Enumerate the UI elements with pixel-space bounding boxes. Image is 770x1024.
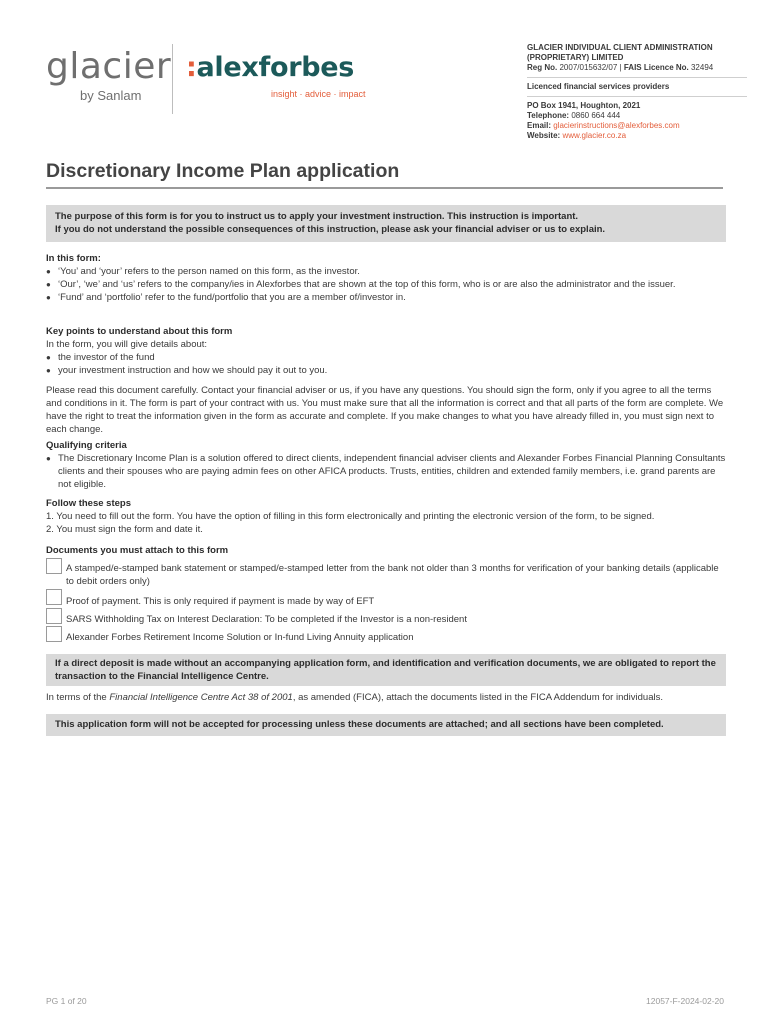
page-title: Discretionary Income Plan application (46, 160, 400, 182)
purpose-notice-line-1: The purpose of this form is for you to instruct us to apply your investment instruction. This instruction is important. (55, 211, 579, 222)
licensed-providers: Licenced financial services providers (527, 82, 670, 91)
bank-statement-checkbox[interactable] (46, 558, 62, 574)
documents-heading (46, 544, 726, 557)
po-box: PO Box 1941, Houghton, 2021 (527, 101, 641, 110)
purpose-notice-line-2: If you do not understand the possible consequences of this instruction, please ask your financial adviser or us to explain. (55, 224, 606, 235)
annuity-application-checkbox[interactable] (46, 626, 62, 642)
in-this-form-section (46, 252, 726, 304)
direct-deposit-notice: If a direct deposit is made without an accompanying application form, and identification and verification documents, we are obligated to report the transaction to the Financial Intelligence Centre. (46, 654, 726, 686)
list-item: 1. You need to fill out the form. You have the option of filling in this form electronically and printing the electronic version of the form, to be signed. (46, 511, 655, 522)
fica-paragraph: In terms of the Financial Intelligence Centre Act 38 of 2001, as amended (FICA), attach the documents listed in the FICA Addendum for individuals. (46, 692, 663, 703)
form-code: 12057-F-2024-02-20 (646, 996, 724, 1006)
page-number: PG 1 of 20 (46, 996, 87, 1006)
glacier-logo-subtitle: by Sanlam (80, 88, 142, 103)
sars-declaration-checkbox[interactable] (46, 608, 62, 624)
list-item: ● the investor of the fund (46, 351, 726, 364)
section-heading: Documents you must attach to this form (46, 545, 229, 556)
document-item-annuity-application: Alexander Forbes Retirement Income Solution or In-fund Living Annuity application (66, 632, 414, 643)
section-heading: Qualifying criteria (46, 440, 127, 451)
list-item: 2. You must sign the form and date it. (46, 524, 203, 535)
proof-of-payment-checkbox[interactable] (46, 589, 62, 605)
website-link[interactable]: www.glacier.co.za (562, 131, 627, 140)
qualifying-criteria-section (46, 439, 726, 491)
please-read-paragraph: Please read this document carefully. Contact your financial adviser or us, if you have any questions. You should sign the form, only if you agree to all the terms and conditions in it. The form is part of your contract with us. You must make sure that all the information is correct and that all parts of the form are complete. We have the right to treat the information given in the form as accurate and complete. If you make changes to what you have already filled in, you must sign next to each change. (46, 385, 724, 435)
alexforbes-logo (186, 52, 354, 83)
company-info (527, 43, 747, 141)
steps-section (46, 497, 726, 536)
email-link[interactable]: glacierinstructions@alexforbes.com (553, 121, 680, 130)
company-divider (527, 96, 747, 97)
key-points-intro: In the form, you will give details about: (46, 339, 208, 350)
section-heading: Key points to understand about this form (46, 326, 233, 337)
email-line: Email: glacierinstructions@alexforbes.com (527, 121, 680, 130)
alexforbes-logo-word: alexforbes (196, 52, 355, 83)
registration-line: Reg No. 2007/015632/07 | FAIS Licence No. 32494 (527, 63, 714, 72)
purpose-notice (46, 205, 726, 242)
document-item-bank-statement: A stamped/e-stamped bank statement or stamped/e-stamped letter from the bank not older than 3 months for verification of your banking details (applicable to debit orders only) (66, 563, 719, 587)
section-heading: Follow these steps (46, 498, 131, 509)
document-item-proof-of-payment: Proof of payment. This is only required if payment is made by way of EFT (66, 596, 375, 607)
fica-act-name: Financial Intelligence Centre Act 38 of 2001 (109, 692, 293, 703)
list-item: ● ‘Fund’ and ‘portfolio’ refer to the fund/portfolio that you are a member of/investor in. (46, 291, 726, 304)
website-line: Website: www.glacier.co.za (527, 131, 627, 140)
list-item: ● ‘Our’, ‘we’ and ‘us’ refers to the company/ies in Alexforbes that are shown at the top of this form, who is or are also the administrator and the issuer. (46, 278, 726, 291)
title-divider (46, 187, 723, 189)
logo-divider (172, 44, 173, 114)
document-item-sars-declaration: SARS Withholding Tax on Interest Declaration: To be completed if the Investor is a non-resident (66, 614, 467, 625)
company-divider (527, 77, 747, 78)
section-heading: In this form: (46, 253, 101, 264)
telephone-line: Telephone: 0860 664 444 (527, 111, 621, 120)
list-item: ● your investment instruction and how we should pay it out to you. (46, 364, 726, 377)
key-points-section (46, 325, 726, 377)
glacier-logo: glacier (46, 46, 172, 87)
alexforbes-tagline: insight · advice · impact (271, 89, 366, 99)
acceptance-notice: This application form will not be accepted for processing unless these documents are attached; and all sections have been completed. (46, 714, 726, 736)
company-name: GLACIER INDIVIDUAL CLIENT ADMINISTRATION (PROPRIETARY) LIMITED (527, 43, 713, 62)
alexforbes-logo-colon: : (186, 52, 197, 83)
list-item: ● The Discretionary Income Plan is a solution offered to direct clients, independent financial adviser clients and Alexander Forbes Financial Planning Consultants clients and their spouses who are paying admin fees on other AFICA products. Trusts, entities, children and extended family members, i.e. grand parents are not eligible. (46, 452, 726, 491)
list-item: ● ‘You’ and ‘your’ refers to the person named on this form, as the investor. (46, 265, 726, 278)
